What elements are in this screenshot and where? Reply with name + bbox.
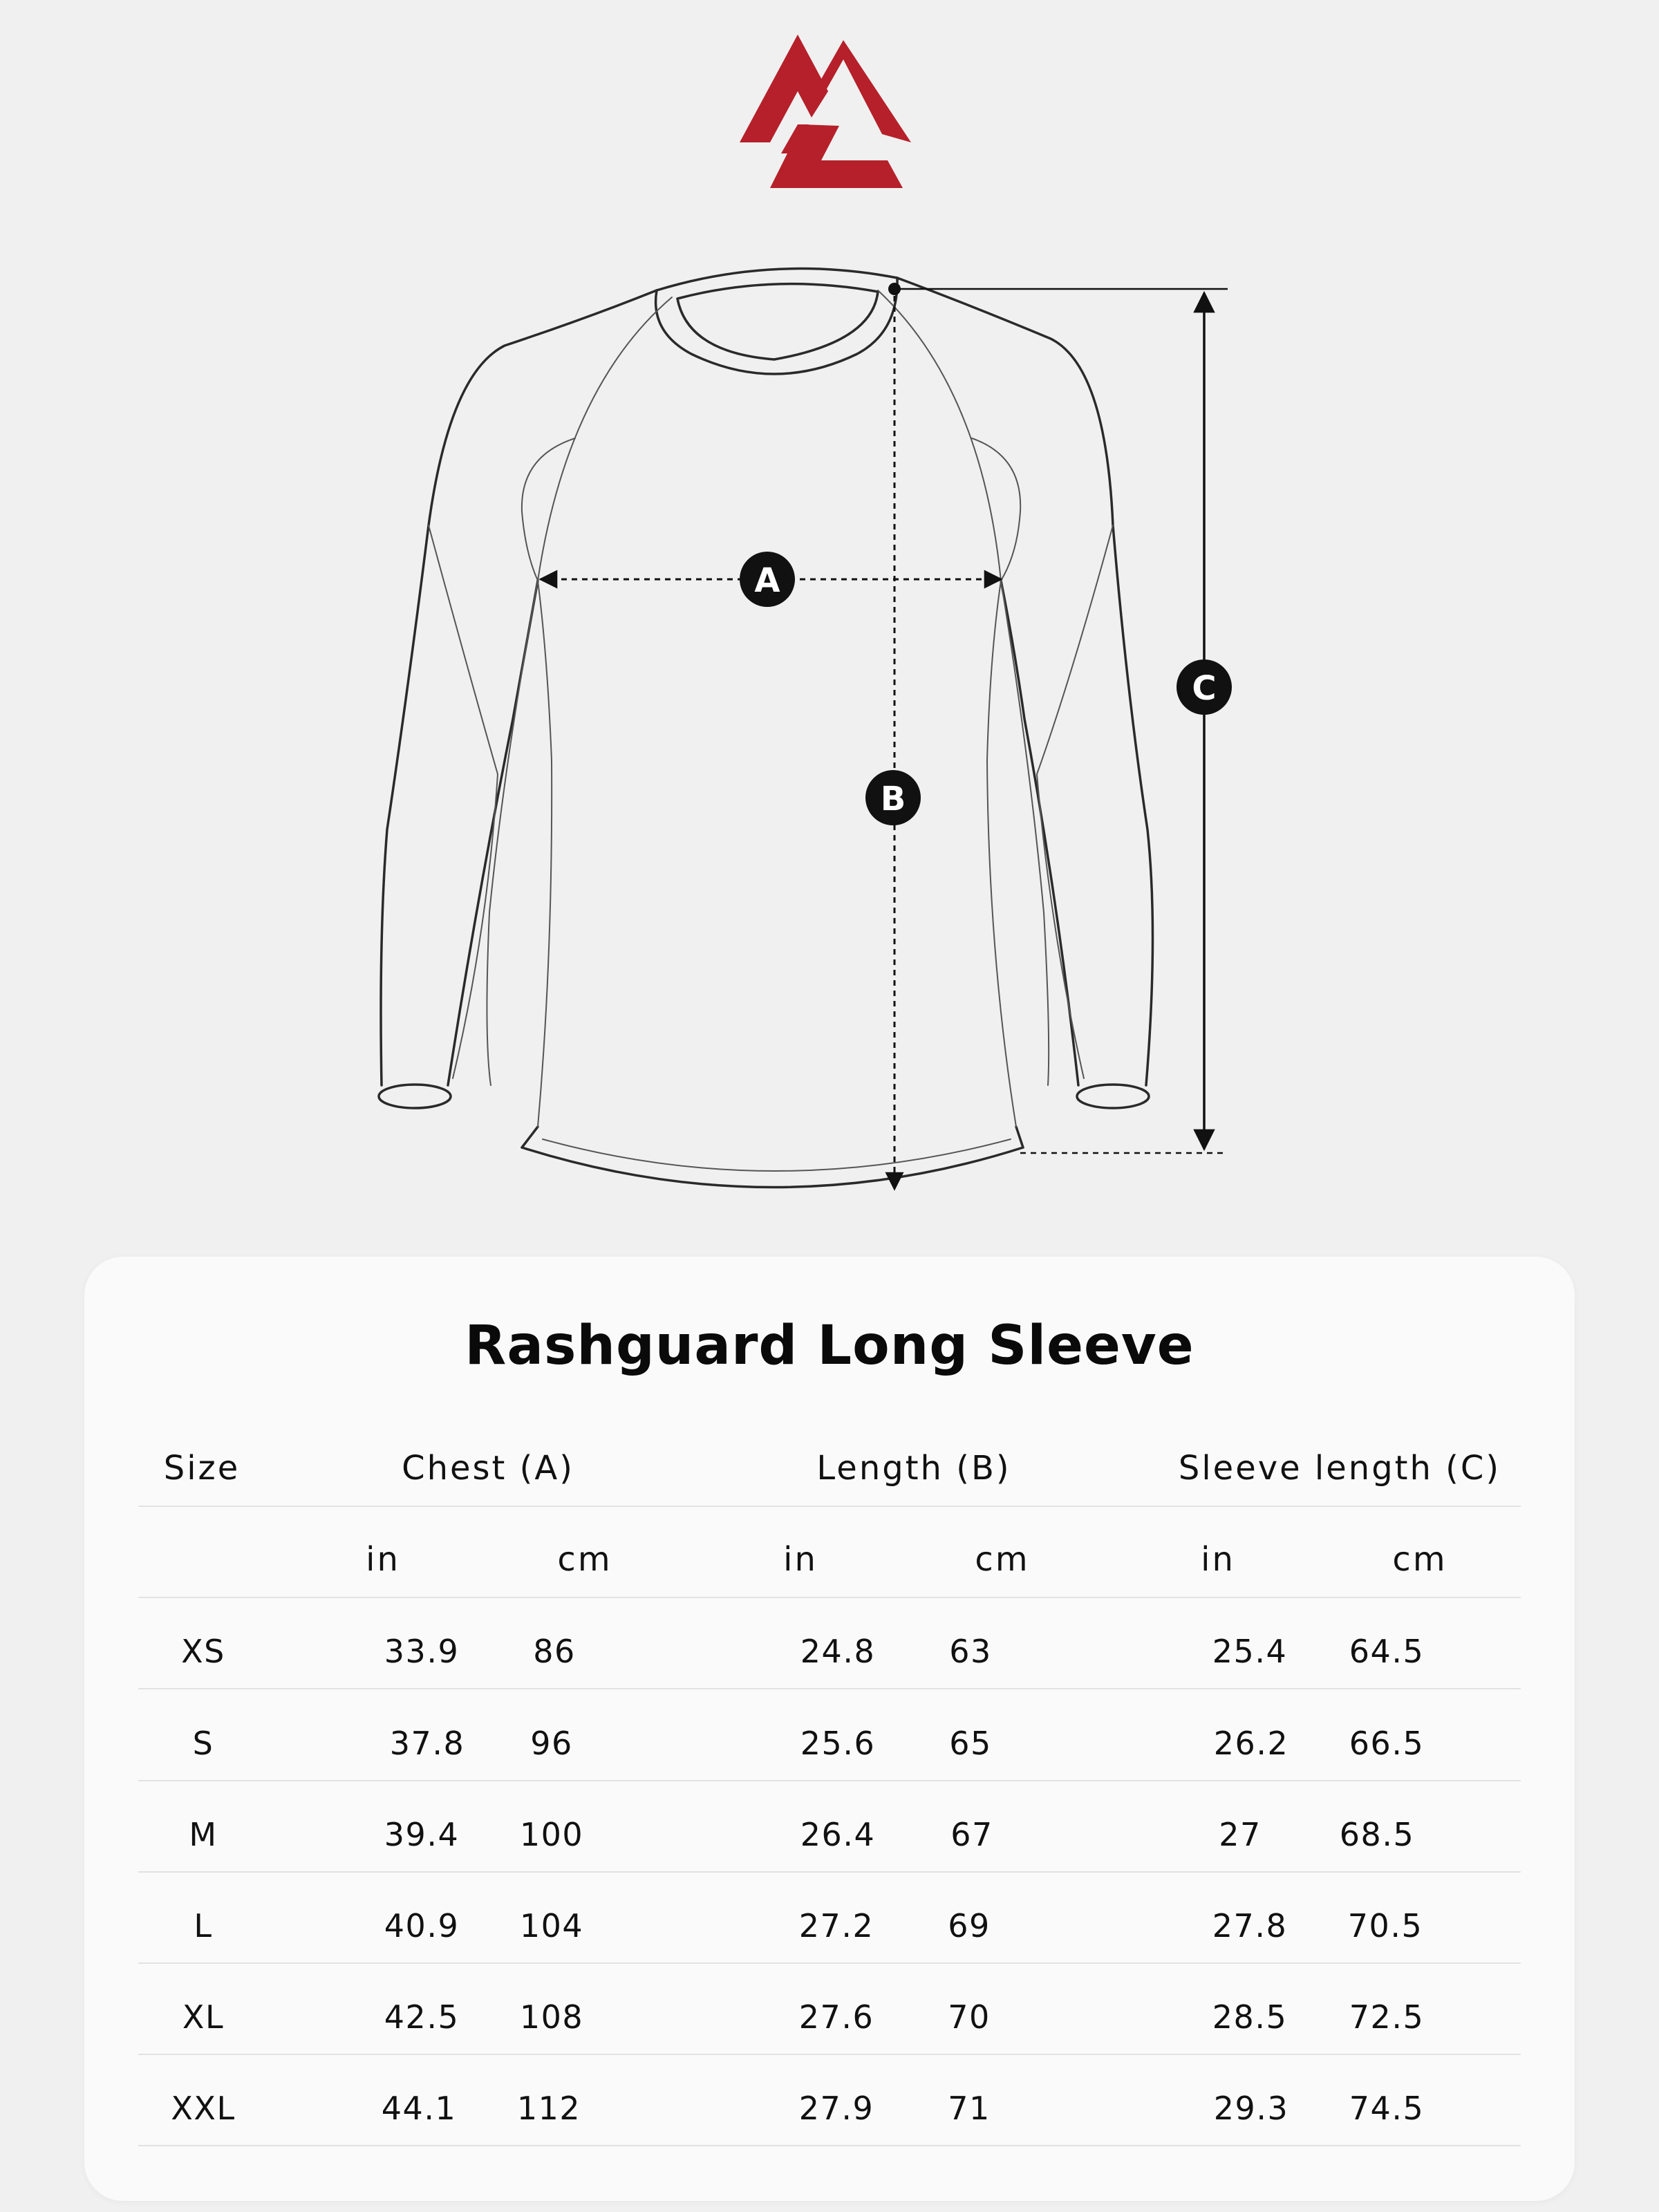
- row-divider: [138, 1962, 1521, 1964]
- table-cell-sleeve-in: 27.8: [1212, 1907, 1288, 1944]
- table-cell-chest-in: 40.9: [384, 1907, 460, 1944]
- table-cell-size: XS: [181, 1633, 225, 1670]
- table-cell-sleeve-in: 28.5: [1212, 1998, 1288, 2036]
- table-cell-sleeve-in: 29.3: [1213, 2090, 1289, 2127]
- table-cell-length-cm: 69: [948, 1907, 991, 1944]
- row-divider: [138, 2054, 1521, 2055]
- table-cell-size: S: [192, 1725, 214, 1762]
- marker-a: [740, 552, 795, 607]
- unit-sleeve-in: in: [1201, 1540, 1235, 1579]
- marker-a-label: A: [754, 561, 780, 600]
- row-divider: [138, 2145, 1521, 2146]
- marker-b: [865, 770, 921, 825]
- table-cell-chest-in: 37.8: [389, 1725, 465, 1762]
- table-cell-length-in: 27.6: [798, 1998, 874, 2036]
- table-cell-length-cm: 70: [948, 1998, 991, 2036]
- units-divider: [138, 1597, 1521, 1598]
- size-chart-card: [84, 1257, 1575, 2201]
- table-cell-size: L: [194, 1907, 213, 1944]
- header-size: Size: [163, 1449, 241, 1488]
- table-cell-chest-in: 33.9: [384, 1633, 460, 1670]
- table-cell-length-in: 24.8: [800, 1633, 876, 1670]
- table-cell-length-cm: 65: [949, 1725, 992, 1762]
- table-cell-chest-in: 42.5: [384, 1998, 460, 2036]
- table-cell-chest-cm: 100: [519, 1816, 584, 1853]
- table-cell-size: M: [189, 1816, 218, 1853]
- unit-chest-cm: cm: [557, 1540, 612, 1579]
- table-cell-size: XXL: [171, 2090, 236, 2127]
- header-divider: [138, 1506, 1521, 1507]
- table-cell-chest-cm: 112: [516, 2090, 581, 2127]
- table-cell-sleeve-cm: 72.5: [1349, 1998, 1425, 2036]
- marker-c: [1177, 659, 1232, 715]
- table-cell-length-in: 25.6: [800, 1725, 876, 1762]
- table-cell-size: XL: [182, 1998, 225, 2036]
- table-cell-chest-cm: 86: [533, 1633, 576, 1670]
- header-length: Length (B): [816, 1449, 1011, 1488]
- header-chest: Chest (A): [402, 1449, 574, 1488]
- table-cell-sleeve-cm: 70.5: [1347, 1907, 1423, 1944]
- unit-length-in: in: [783, 1540, 818, 1579]
- marker-b-label: B: [880, 780, 906, 818]
- table-cell-chest-cm: 108: [519, 1998, 584, 2036]
- unit-length-cm: cm: [975, 1540, 1030, 1579]
- brand-logo: [740, 35, 911, 188]
- unit-sleeve-cm: cm: [1392, 1540, 1447, 1579]
- shirt-seams: [429, 290, 1113, 1171]
- table-cell-chest-cm: 104: [519, 1907, 584, 1944]
- table-cell-sleeve-cm: 68.5: [1339, 1816, 1415, 1853]
- row-divider: [138, 1871, 1521, 1873]
- table-cell-chest-cm: 96: [530, 1725, 573, 1762]
- shirt-outline: [379, 269, 1153, 1188]
- table-cell-length-in: 26.4: [800, 1816, 876, 1853]
- table-cell-length-cm: 71: [948, 2090, 991, 2127]
- size-chart-title: Rashguard Long Sleeve: [465, 1315, 1194, 1377]
- table-cell-sleeve-cm: 66.5: [1349, 1725, 1425, 1762]
- marker-c-label: C: [1192, 669, 1217, 708]
- table-cell-sleeve-in: 27: [1219, 1816, 1262, 1853]
- table-cell-sleeve-in: 26.2: [1213, 1725, 1289, 1762]
- table-cell-length-cm: 67: [950, 1816, 993, 1853]
- row-divider: [138, 1688, 1521, 1689]
- unit-chest-in: in: [366, 1540, 400, 1579]
- table-cell-sleeve-in: 25.4: [1212, 1633, 1288, 1670]
- measurement-diagram: [0, 228, 1659, 1210]
- row-divider: [138, 1780, 1521, 1781]
- table-cell-chest-in: 44.1: [381, 2090, 457, 2127]
- table-cell-sleeve-cm: 64.5: [1349, 1633, 1425, 1670]
- table-cell-sleeve-cm: 74.5: [1349, 2090, 1425, 2127]
- header-sleeve: Sleeve length (C): [1178, 1449, 1501, 1488]
- table-cell-length-in: 27.2: [798, 1907, 874, 1944]
- table-cell-length-in: 27.9: [798, 2090, 874, 2127]
- table-cell-chest-in: 39.4: [384, 1816, 460, 1853]
- table-cell-length-cm: 63: [949, 1633, 992, 1670]
